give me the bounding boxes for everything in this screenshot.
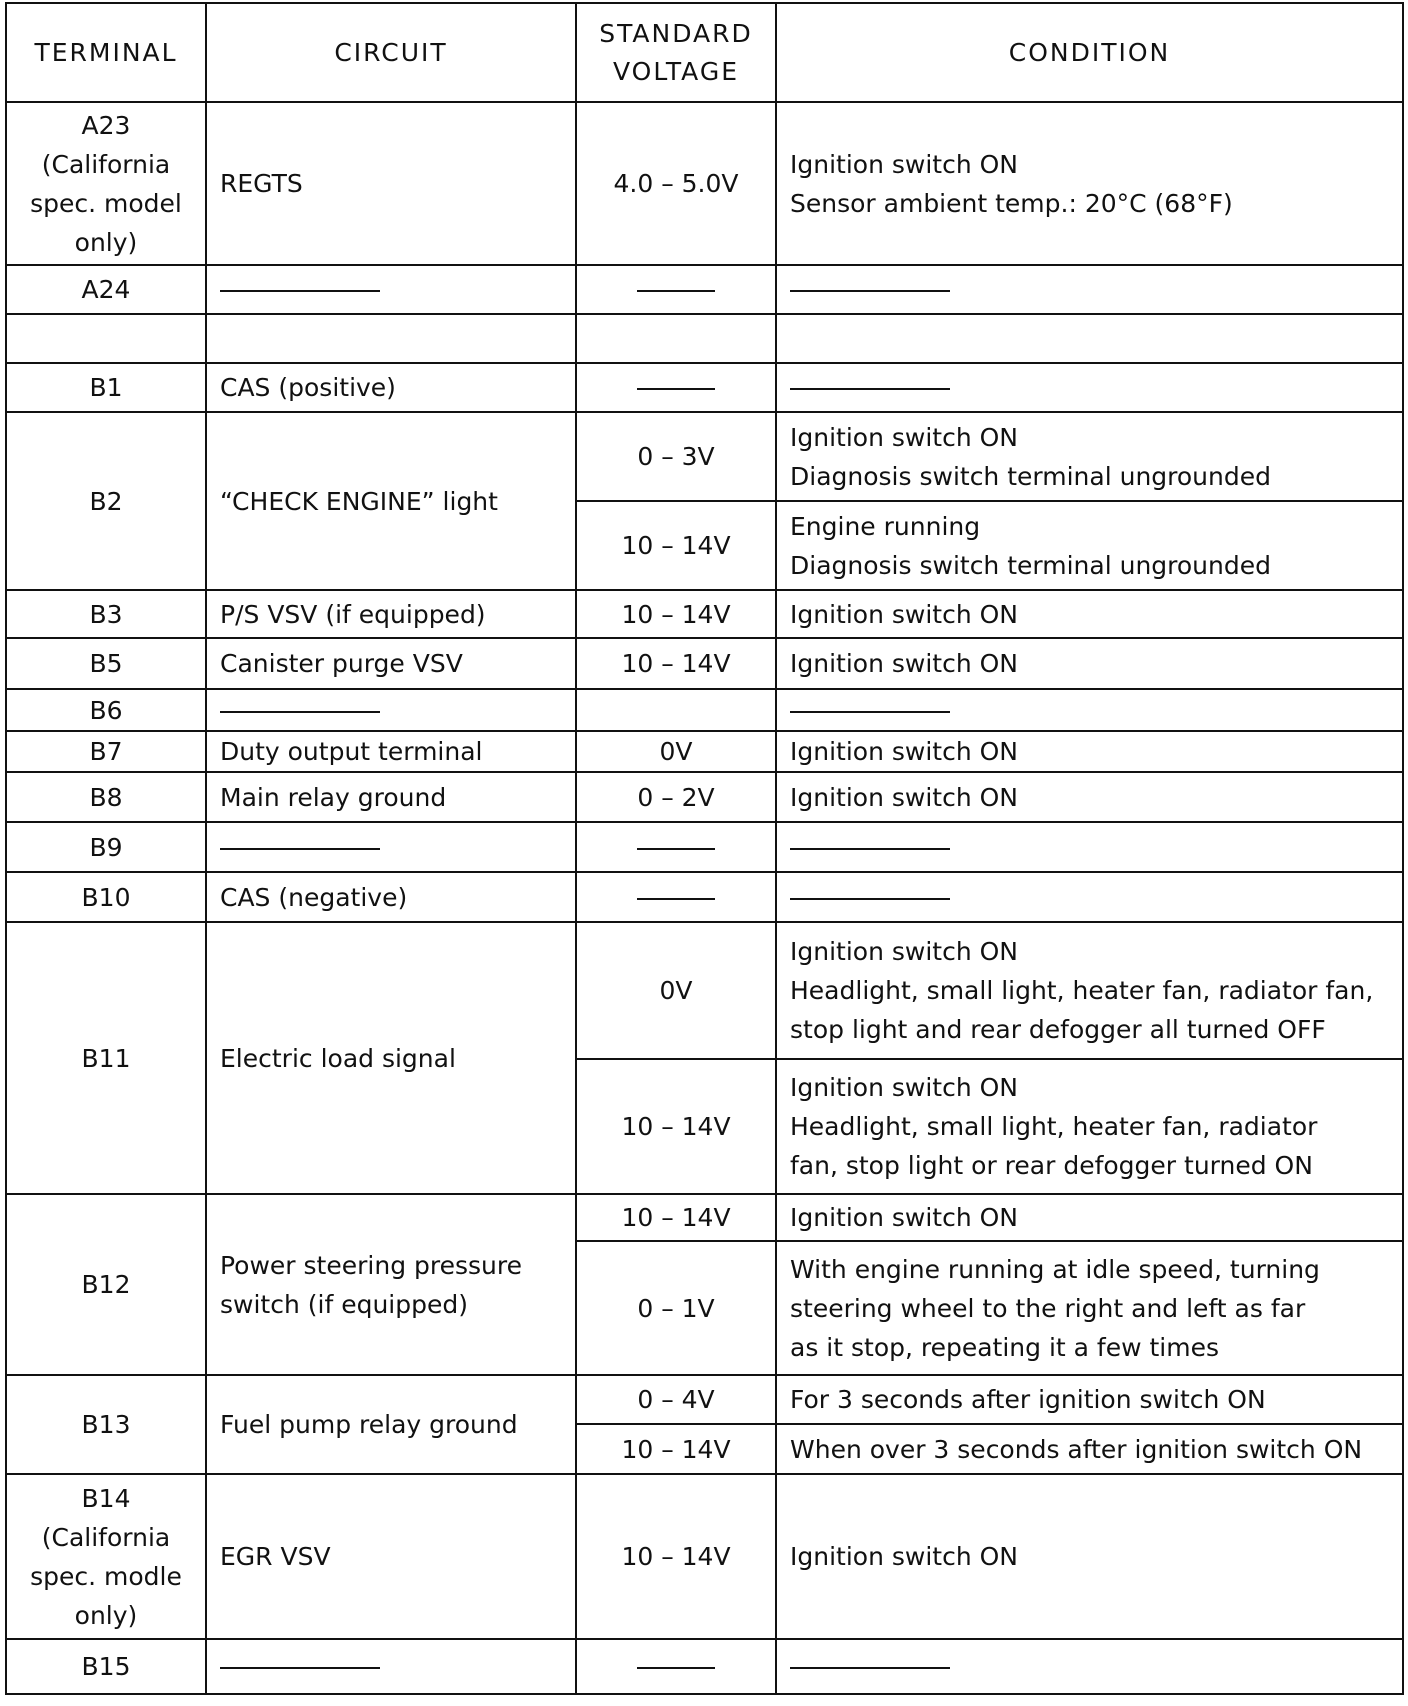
condition-cell-line: Ignition switch ON [790,1542,1019,1571]
voltage-cell: 0V [576,922,776,1059]
terminal-cell-line: B15 [81,1652,131,1681]
voltage-cell: 0 – 3V [576,412,776,501]
voltage-cell: 10 – 14V [576,1474,776,1639]
condition-cell-line: When over 3 seconds after ignition switch ON [790,1434,1363,1464]
condition-cell [776,102,1403,265]
table-row [6,822,1403,872]
voltage-cell [576,314,776,363]
table-row [6,689,1403,731]
terminal-cell [6,1375,206,1474]
terminal-cell-line: only) [74,1600,138,1630]
circuit-cell-line: P/S VSV (if equipped) [220,599,486,629]
voltage-cell: 10 – 14V [576,638,776,689]
voltage-cell: 10 – 14V [576,501,776,590]
terminal-cell-line: B9 [89,832,123,862]
condition-cell-line: Sensor ambient temp.: 20°C (68°F) [790,188,1233,218]
terminal-cell-line: B5 [89,649,123,678]
voltage-cell [576,1639,776,1694]
circuit-cell-dash [220,1667,380,1669]
circuit-cell [206,638,576,689]
terminal-cell-line: B7 [89,737,123,766]
table-row [6,1375,1403,1424]
table-row [6,772,1403,822]
terminal-voltage-table [5,2,1404,1695]
condition-cell-line: fan, stop light or rear defogger turned ON [790,1151,1313,1180]
condition-cell-line: Diagnosis switch terminal ungrounded [790,550,1271,580]
circuit-cell [206,731,576,772]
condition-cell [776,731,1403,772]
terminal-cell [6,872,206,922]
condition-cell-line: Ignition switch ON [790,737,1019,766]
terminal-cell [6,102,206,265]
circuit-cell-line: Duty output terminal [220,737,483,766]
terminal-cell-line: (California [41,149,171,179]
circuit-cell [206,1474,576,1639]
voltage-cell: 10 – 14V [576,1194,776,1241]
circuit-cell [206,102,576,265]
condition-cell [776,314,1403,363]
terminal-cell [6,363,206,412]
circuit-cell-dash [220,848,380,850]
condition-cell-dash [790,898,950,900]
condition-cell-line: stop light and rear defogger all turned OFF [790,1015,1326,1044]
voltage-cell: 0 – 4V [576,1375,776,1424]
condition-cell-line: Headlight, small light, heater fan, radiator fan, [790,976,1374,1005]
terminal-cell-line: A24 [81,275,131,304]
condition-cell-dash [790,711,950,713]
voltage-cell: 0 – 2V [576,772,776,822]
condition-cell [776,265,1403,314]
circuit-cell [206,772,576,822]
header-condition: CONDITION [776,3,1403,102]
circuit-cell-dash [220,290,380,292]
terminal-cell-line: spec. model [30,188,182,218]
header-voltage-line-2: VOLTAGE [613,56,739,86]
circuit-cell-line: REGTS [220,169,303,198]
table-row [6,872,1403,922]
voltage-cell: 0 – 1V [576,1241,776,1375]
condition-cell-line: Ignition switch ON [790,1073,1019,1102]
condition-cell-line: Headlight, small light, heater fan, radiator [790,1112,1318,1141]
voltage-cell: 10 – 14V [576,1059,776,1194]
header-circuit: CIRCUIT [206,3,576,102]
circuit-cell-line: Power steering pressure [220,1250,522,1280]
circuit-cell [206,412,576,590]
circuit-cell [206,363,576,412]
circuit-cell [206,922,576,1194]
condition-cell [776,872,1403,922]
condition-cell [776,1424,1403,1474]
terminal-cell [6,265,206,314]
voltage-cell-dash [637,388,715,390]
voltage-cell: 4.0 – 5.0V [576,102,776,265]
condition-cell-line: With engine running at idle speed, turning [790,1254,1320,1284]
circuit-cell [206,1639,576,1694]
circuit-cell [206,1375,576,1474]
condition-cell-line: Ignition switch ON [790,1203,1019,1232]
voltage-cell-dash [637,898,715,900]
condition-cell-line: Ignition switch ON [790,599,1019,629]
circuit-cell-line: switch (if equipped) [220,1289,468,1319]
terminal-cell-line: B10 [81,882,131,912]
condition-cell [776,1474,1403,1639]
terminal-cell [6,822,206,872]
circuit-cell-line: EGR VSV [220,1542,331,1571]
terminal-cell [6,689,206,731]
condition-cell-line: Ignition switch ON [790,422,1019,452]
circuit-cell [206,265,576,314]
circuit-cell-line: Main relay ground [220,782,447,812]
circuit-cell-dash [220,711,380,713]
voltage-cell: 10 – 14V [576,590,776,638]
condition-cell [776,1194,1403,1241]
condition-cell [776,590,1403,638]
header-standard-voltage [576,3,776,102]
condition-cell-line: Ignition switch ON [790,149,1019,179]
table-row [6,731,1403,772]
table-body [6,102,1403,1694]
condition-cell-dash [790,1667,950,1669]
voltage-cell [576,265,776,314]
terminal-cell-line: spec. modle [30,1561,182,1591]
circuit-cell [206,872,576,922]
condition-cell [776,412,1403,501]
terminal-cell [6,412,206,590]
terminal-cell [6,731,206,772]
condition-cell-line: For 3 seconds after ignition switch ON [790,1385,1266,1414]
condition-cell [776,363,1403,412]
circuit-cell-line: Fuel pump relay ground [220,1410,518,1439]
condition-cell-line: Diagnosis switch terminal ungrounded [790,461,1271,491]
header-terminal: TERMINAL [6,3,206,102]
condition-cell-line: Ignition switch ON [790,937,1019,966]
condition-cell [776,1375,1403,1424]
table-row [6,590,1403,638]
terminal-cell-line: B13 [81,1410,131,1439]
circuit-cell [206,590,576,638]
terminal-cell-line: B11 [81,1043,131,1073]
voltage-cell [576,689,776,731]
condition-cell-line: as it stop, repeating it a few times [790,1332,1220,1362]
voltage-cell-dash [637,1667,715,1669]
table-row [6,412,1403,501]
terminal-cell-line: A23 [81,110,131,140]
condition-cell [776,822,1403,872]
table-row [6,314,1403,363]
table-row [6,102,1403,265]
circuit-cell-line: Canister purge VSV [220,649,463,678]
voltage-cell [576,872,776,922]
terminal-cell [6,1194,206,1375]
terminal-cell-line: B8 [89,782,123,812]
circuit-cell-line: CAS (positive) [220,373,396,402]
condition-cell-dash [790,388,950,390]
terminal-cell [6,922,206,1194]
voltage-cell: 10 – 14V [576,1424,776,1474]
circuit-cell [206,314,576,363]
terminal-cell-line: (California [41,1522,171,1552]
table-row [6,922,1403,1059]
terminal-cell-line: B3 [89,599,123,629]
terminal-cell-line: B14 [81,1483,131,1513]
condition-cell [776,1059,1403,1194]
terminal-cell-line: only) [74,227,138,257]
condition-cell [776,772,1403,822]
circuit-cell-line: “CHECK ENGINE” light [220,486,498,516]
condition-cell [776,689,1403,731]
table-row [6,1639,1403,1694]
terminal-cell [6,314,206,363]
terminal-voltage-table-sheet [5,2,1402,1702]
condition-cell-line: Ignition switch ON [790,649,1019,678]
voltage-cell-dash [637,290,715,292]
header-voltage-line-1: STANDARD [599,18,753,48]
terminal-cell-line: B12 [81,1270,131,1299]
table-row [6,1194,1403,1241]
condition-cell-line: steering wheel to the right and left as far [790,1293,1306,1323]
condition-cell [776,1639,1403,1694]
table-row [6,638,1403,689]
condition-cell-dash [790,290,950,292]
circuit-cell-line: CAS (negative) [220,882,408,912]
condition-cell-dash [790,848,950,850]
condition-cell-line: Engine running [790,511,981,541]
voltage-cell-dash [637,848,715,850]
circuit-cell [206,822,576,872]
circuit-cell-line: Electric load signal [220,1043,456,1073]
voltage-cell [576,822,776,872]
table-row [6,265,1403,314]
header-row [6,3,1403,102]
condition-cell [776,638,1403,689]
terminal-cell [6,1474,206,1639]
voltage-cell: 0V [576,731,776,772]
voltage-cell [576,363,776,412]
terminal-cell-line: B2 [89,486,123,516]
terminal-cell [6,772,206,822]
condition-cell-line: Ignition switch ON [790,782,1019,812]
circuit-cell [206,689,576,731]
table-row [6,1474,1403,1639]
circuit-cell [206,1194,576,1375]
condition-cell [776,1241,1403,1375]
terminal-cell [6,590,206,638]
condition-cell [776,922,1403,1059]
terminal-cell-line: B1 [89,373,123,402]
terminal-cell-line: B6 [89,695,123,725]
condition-cell [776,501,1403,590]
table-row [6,363,1403,412]
terminal-cell [6,1639,206,1694]
terminal-cell [6,638,206,689]
